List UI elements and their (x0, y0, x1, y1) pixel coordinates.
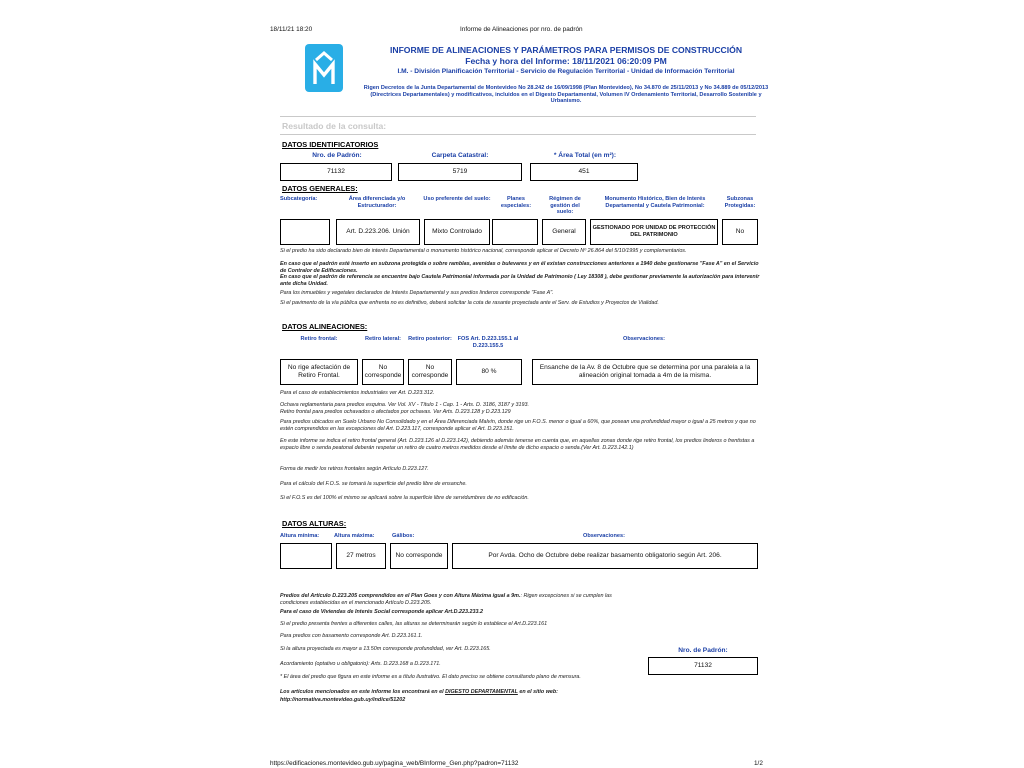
alineaciones-note: Para el caso de establecimientos industriales ver Art. D.223.312. (280, 390, 435, 396)
digesto-link[interactable]: http://normativa.montevideo.gub.uy/indice/51202 (280, 697, 406, 703)
print-page-number: 1/2 (754, 760, 763, 767)
footer-note: Para el caso de Viviendas de Interés Social corresponde aplicar Art.D.223.233.2 (280, 609, 484, 615)
padron-label: Nro. de Padrón: (312, 152, 362, 159)
col-observaciones: Observaciones: (623, 336, 665, 342)
footer-note: * El área del predio que figura en este informe es a título ilustrativo. El dato preciso se obtiene consultando plano de mensura. (280, 674, 581, 680)
val-area: Art. D.223.206. Unión (336, 219, 420, 245)
alineaciones-note: Forma de medir los retiros frontales según Artículo D.223.127. (280, 466, 429, 472)
divider (280, 134, 756, 135)
footer-note: Para predios con basamento corresponde Art. D.223.161.1. (280, 633, 423, 639)
col-altura-maxima: Altura máxima: (334, 533, 375, 539)
report-datetime: Fecha y hora del Informe: 18/11/2021 06:20:09 PM (465, 56, 667, 66)
area-value: 451 (530, 163, 638, 181)
report-division: I.M. - División Planificación Territorial - Servicio de Regulación Territorial - Unidad de Información Territorial (397, 68, 735, 75)
alineaciones-note: Ochava reglamentaria para predios esquina. Ver Vol. XV - Título 1 - Cap. 1 - Arts. D. 3186, 3187 y 3193. (280, 402, 529, 408)
alineaciones-note: Para predios ubicados en Suelo Urbano No Consolidado y en el Área Diferenciada Malvín, donde rige un F.O.S. menor o igual a 60%, que posean una profundidad mayor o igual a 25 metros y que no estén comprendidos en las excepciones del Art. D.223.117, corresponde aplicar el Art. D.223.151. (280, 419, 756, 432)
val-altura-minima (280, 543, 332, 569)
col-fos: FOS Art. D.223.155.1 al D.223.155.5 (457, 336, 519, 349)
divider (280, 116, 756, 117)
footer-note: Si la altura proyectada es mayor a 13.50m corresponde profundidad, ver Art. D.223.165. (280, 646, 491, 652)
col-altura-minima: Altura mínima: (280, 533, 320, 539)
col-area: Área diferenciada y/o Estructurador: (348, 196, 406, 209)
padron-footer-label: Nro. de Padrón: (678, 647, 728, 654)
print-title: Informe de Alineaciones por nro. de padrón (460, 26, 583, 33)
alineaciones-note: Retiro frontal para predios ochavados o afectados por ochavas. Ver Arts. D.223.128 y D.223.129 (280, 409, 511, 415)
general-note: Para los inmuebles y vegetales declarados de Interés Departamental y sus predios linderos corresponde "Fase A". (280, 290, 554, 296)
section-alturas: DATOS ALTURAS: (282, 519, 347, 528)
report-title: INFORME DE ALINEACIONES Y PARÁMETROS PARA PERMISOS DE CONSTRUCCIÓN (389, 45, 743, 55)
val-alturas-obs: Por Avda. Ocho de Octubre debe realizar basamento obligatorio según Art. 206. (452, 543, 758, 569)
area-label: * Área Total (en m²): (553, 152, 617, 159)
montevideo-logo (305, 44, 343, 92)
val-retiro-lateral: No corresponde (362, 359, 404, 385)
general-note: Si el pavimento de la vía pública que enfrenta no es definitivo, deberá solicitar la cota de rasante proyectada ante el Serv. de Estudios y Proyectos de Vialidad. (280, 300, 659, 306)
col-galibos: Gálibos: (392, 533, 415, 539)
col-alturas-obs: Observaciones: (583, 533, 625, 539)
alineaciones-note: En este informe se indica el retiro frontal general (Art. D.223.126 al D.223.142), debiendo además tenerse en cuenta que, en aquellas zonas donde rige retiro frontal, los predios linderos o frentistas a espacio libre o senda peatonal deberán respetar un retiro de cuatro metros medidos desde el límite de dicho espacio o senda.(Ver Art. D.223.142.1) (280, 438, 755, 451)
col-retiro-frontal: Retiro frontal: (300, 336, 338, 342)
footer-note: Los artículos mencionados en este informe los encontrará en el DIGESTO DEPARTAMENTAL en el sitio web: (280, 689, 558, 695)
general-note: En caso que el padrón esté inserto en subzona protegida o sobre ramblas, avenidas o bulevares y en él existan construcciones anteriores a 1940 debe gestionarse "Fase A" en el Servicio de Contralor de Edificaciones. (280, 261, 759, 274)
col-regimen: Régimen de gestión del suelo: (549, 196, 581, 216)
footer-note: Acordamiento (optativo u obligatorio): Arts. D.223.168 a D.223.171. (280, 661, 441, 667)
footer-note: Predios del Artículo D.223.205 comprendidos en el Plan Goes y con Altura Máxima igual a 9m.: Rigen excepciones si se cumplen las condiciones establecidas en el mencionado Artículo D.223.205. (280, 593, 612, 606)
val-observaciones: Ensanche de la Av. 8 de Octubre que se determina por una paralela a la alineación original tomada a 4m de la misma. (532, 359, 758, 385)
general-note: En caso que el padrón de referencia se encuentre bajo Cautela Patrimonial informada por la Unidad de Patrimonio ( Ley 18308 ), debe gestionar previamente la autorización para intervenir ante dicha Unidad. (280, 274, 760, 287)
alineaciones-note: Para el cálculo del F.O.S. se tomará la superficie del predio libre de ensanche. (280, 481, 467, 487)
logo-icon (305, 44, 343, 92)
result-heading: Resultado de la consulta: (282, 121, 387, 131)
col-planes: Planes especiales: (500, 196, 532, 209)
col-retiro-posterior: Retiro posterior: (408, 336, 452, 342)
print-url[interactable]: https://edificaciones.montevideo.gub.uy/pagina_web/BInforme_Gen.php?padron=71132 (270, 760, 519, 767)
val-regimen: General (542, 219, 586, 245)
general-note: Si el predio ha sido declarado bien de interés Departamental o monumento histórico nacional, corresponde aplicar el Decreto Nº 26.864 del 5/10/1995 y complementarios. (280, 248, 687, 254)
col-subcategoria: Subcategoría: (280, 196, 318, 202)
val-retiro-posterior: No corresponde (408, 359, 452, 385)
val-uso: Mixto Controlado (424, 219, 490, 245)
footer-note: Si el predio presenta frentes a diferentes calles, las alturas se determinarán según lo establece el Art.D.223.161 (280, 621, 548, 627)
col-retiro-lateral: Retiro lateral: (364, 336, 402, 342)
section-identificatorios: DATOS IDENTIFICATORIOS (282, 140, 379, 149)
val-altura-maxima: 27 metros (336, 543, 386, 569)
section-alineaciones: DATOS ALINEACIONES: (282, 322, 368, 331)
val-planes (492, 219, 538, 245)
col-subzonas: Subzonas Protegidas: (724, 196, 756, 209)
carpeta-label: Carpeta Catastral: (431, 152, 489, 159)
val-subcategoria (280, 219, 330, 245)
carpeta-value: 5719 (398, 163, 522, 181)
padron-value: 71132 (280, 163, 392, 181)
val-monumento: GESTIONADO POR UNIDAD DE PROTECCIÓN DEL PATRIMONIO (590, 219, 718, 245)
val-subzonas: No (722, 219, 758, 245)
val-galibos: No corresponde (390, 543, 448, 569)
val-retiro-frontal: No rige afectación de Retiro Frontal. (280, 359, 358, 385)
section-generales: DATOS GENERALES: (282, 184, 358, 193)
col-monumento: Monumento Histórico, Bien de Interés Departamental y Cautela Patrimonial: (604, 196, 706, 209)
col-uso: Uso preferente del suelo: (423, 196, 491, 202)
val-fos: 80 % (456, 359, 522, 385)
report-decrees: Rigen Decretos de la Junta Departamental de Montevideo No 28.242 de 16/09/1998 (Plan Montevideo), No 34.870 de 25/11/2013 y No 34.889 de 05/12/2013 (Directrices Departamentales) y modificativos, incluidos en el Digesto Departamental, Volumen IV Ordenamiento Territorial, Desarrollo Sostenible y Urbanismo. (363, 85, 769, 105)
alineaciones-note: Si el F.O.S es del 100% el mismo se aplicará sobre la superficie libre de servidumbres de no edificación. (280, 495, 529, 501)
print-datetime: 18/11/21 18:20 (270, 26, 313, 33)
padron-footer-value: 71132 (648, 657, 758, 675)
